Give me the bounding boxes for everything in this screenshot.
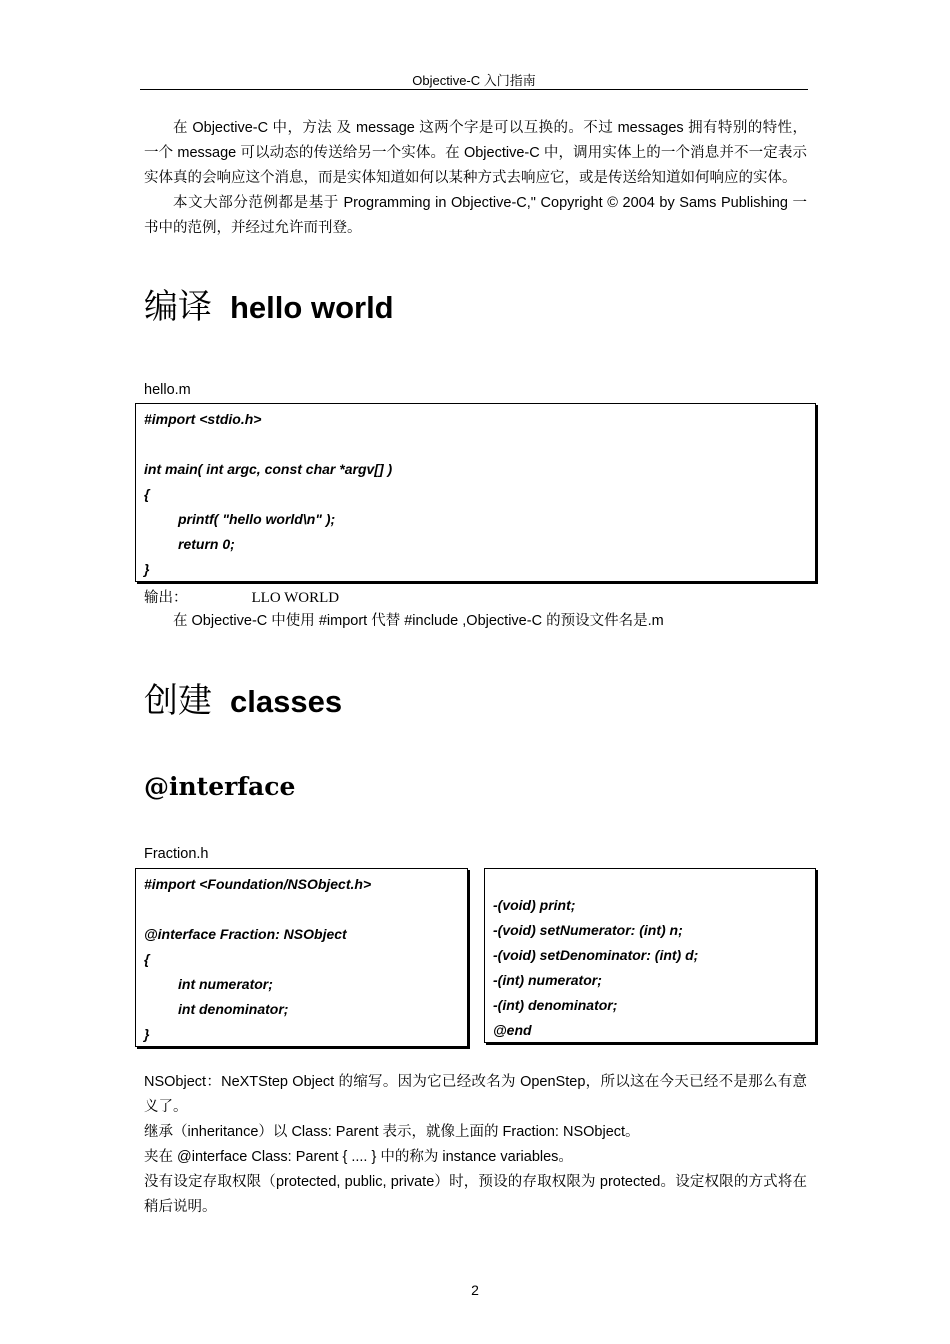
code-line: { — [144, 486, 150, 502]
code-line: -(void) print; — [493, 897, 576, 913]
heading-hello-cjk: 编译 — [144, 287, 212, 327]
fraction-file-label: Fraction.h — [144, 846, 209, 862]
heading-classes-cjk: 创建 — [144, 681, 212, 721]
note-instance-variables: 夹在 @interface Class: Parent { .... } 中的称为 instance variables。 — [144, 1149, 573, 1165]
note-inheritance: 继承（inheritance）以 Class: Parent 表示，就像上面的 Fraction: NSObject。 — [144, 1124, 640, 1140]
import-note: 在 Objective-C 中使用 #import 代替 #include ,Objective-C 的预设文件名是.m — [173, 613, 664, 629]
note-access-control: 没有设定存取权限（protected, public, private）时，预设的存取权限为 protected。设定权限的方式将在稍后说明。 — [144, 1174, 807, 1215]
heading-classes-latin: classes — [230, 684, 343, 719]
code-line: -(int) denominator; — [493, 997, 618, 1013]
code-line: @interface Fraction: NSObject — [144, 926, 347, 942]
hello-file-label: hello.m — [144, 382, 191, 398]
heading-hello-latin: hello world — [230, 290, 394, 325]
hello-note — [144, 609, 807, 634]
note-nsobject: NSObject：NeXTStep Object 的缩写。因为它已经改名为 OpenStep，所以这在今天已经不是那么有意义了。 — [144, 1074, 807, 1115]
code-line — [136, 432, 815, 457]
classes-notes — [144, 1070, 807, 1220]
code-line: { — [144, 951, 150, 967]
intro-paragraph-1: 在 Objective-C 中，方法 及 message 这两个字是可以互换的。不过 messages 拥有特别的特性，一个 message 可以动态的传送给另一个实体。在 Objective-C 中，调用实体上的一个消息并不一定表示实体真的会响应这个消息，而是实体知道如何以某种方式去响应它，或是传送给知道如何响应的实体。 — [144, 120, 807, 186]
code-line: -(void) setNumerator: (int) n; — [493, 922, 683, 938]
heading-classes — [144, 681, 342, 722]
code-line: int numerator; — [178, 976, 273, 992]
code-line: } — [144, 1026, 150, 1042]
output-label: 输出： — [144, 590, 188, 606]
page-number: 2 — [471, 1282, 479, 1298]
intro-text — [144, 116, 807, 241]
heading-interface: @interface — [144, 772, 296, 801]
code-line: int main( int argc, const char *argv[] ) — [144, 461, 393, 477]
header-rule — [140, 89, 808, 90]
code-line: @end — [493, 1022, 532, 1038]
code-line: #import <stdio.h> — [144, 411, 262, 427]
output-value: LLO WORLD — [251, 590, 340, 606]
page-header: Objective-C 入门指南 — [412, 73, 536, 88]
code-line: } — [144, 561, 150, 577]
code-line: int denominator; — [178, 1001, 289, 1017]
intro-paragraph-2: 本文大部分范例都是基于 Programming in Objective-C," Copyright © 2004 by Sams Publishing 一书中的范例，并经过允许而刊登。 — [144, 195, 807, 236]
hello-output — [144, 586, 339, 607]
fraction-code-box-left — [135, 868, 468, 1047]
code-line: printf( "hello world\n" ); — [178, 511, 336, 527]
code-line — [136, 897, 467, 922]
fraction-code-box-right — [484, 868, 816, 1043]
code-line: return 0; — [178, 536, 235, 552]
code-line: #import <Foundation/NSObject.h> — [144, 876, 372, 892]
code-line: -(void) setDenominator: (int) d; — [493, 947, 699, 963]
heading-hello-world — [144, 287, 394, 328]
code-line: -(int) numerator; — [493, 972, 602, 988]
hello-code-box — [135, 403, 816, 582]
